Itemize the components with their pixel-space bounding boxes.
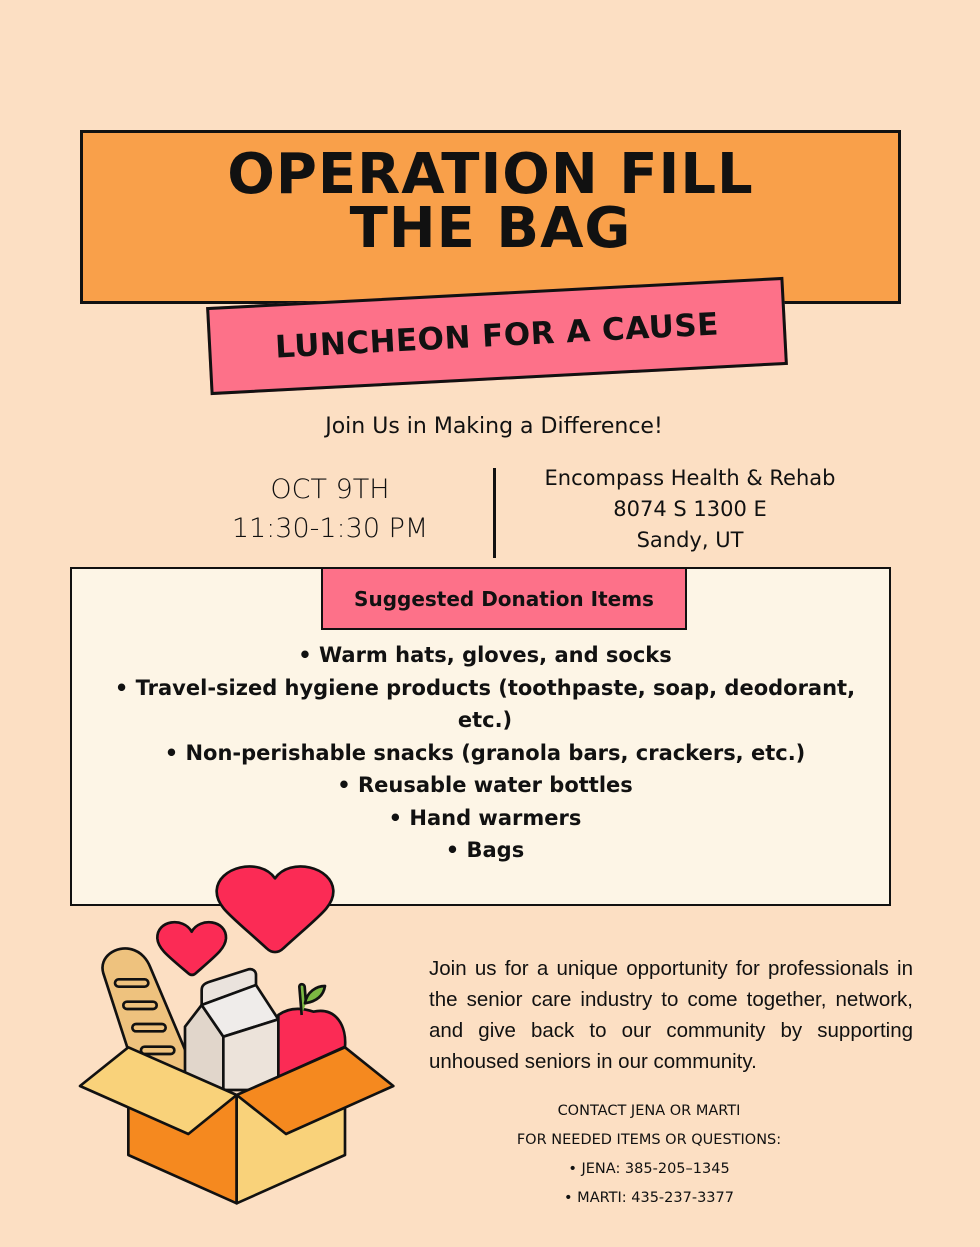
donation-item: • Warm hats, gloves, and socks — [298, 643, 672, 667]
donation-item: • Non-perishable snacks (granola bars, crackers, etc.) — [164, 740, 806, 765]
donation-item: • Bags — [445, 838, 525, 862]
small-heart-icon — [157, 922, 226, 975]
donation-list — [80, 639, 890, 867]
event-datetime — [230, 470, 430, 548]
event-date: OCT 9TH — [270, 474, 390, 505]
contact-line-1: CONTACT JENA OR MARTI — [557, 1103, 741, 1119]
donation-box-illustration — [60, 860, 420, 1220]
contact-info — [420, 1097, 878, 1213]
location-street: 8074 S 1300 E — [613, 497, 767, 521]
event-description: Join us for a unique opportunity for professionals in the senior care industry to come together, network, and give back to our community by supporting unhoused seniors in our community. — [429, 957, 913, 1073]
location-name: Encompass Health & Rehab — [544, 466, 836, 490]
event-time: 11:30-1:30 PM — [231, 513, 429, 544]
title-line-1: OPERATION FILL — [227, 142, 754, 207]
contact-jena-phone: • JENA: 385-205–1345 — [568, 1161, 730, 1177]
contact-marti-phone: • MARTI: 435-237-3377 — [564, 1190, 734, 1206]
subtitle: LUNCHEON FOR A CAUSE — [274, 306, 720, 366]
location-city: Sandy, UT — [636, 528, 744, 552]
donation-item: • Travel-sized hygiene products (toothpaste, soap, deodorant, etc.) — [114, 675, 856, 732]
page-title — [80, 142, 901, 261]
event-location — [520, 463, 860, 556]
donation-item: • Hand warmers — [388, 805, 582, 830]
divider — [493, 468, 496, 558]
milk-carton-icon — [185, 969, 278, 1090]
title-line-2: THE BAG — [349, 196, 632, 261]
large-heart-icon — [217, 866, 334, 952]
donation-heading: Suggested Donation Items — [321, 567, 687, 630]
donation-item: • Reusable water bottles — [337, 773, 633, 797]
tagline: Join Us in Making a Difference! — [325, 414, 663, 439]
contact-line-2: FOR NEEDED ITEMS OR QUESTIONS: — [516, 1132, 782, 1148]
